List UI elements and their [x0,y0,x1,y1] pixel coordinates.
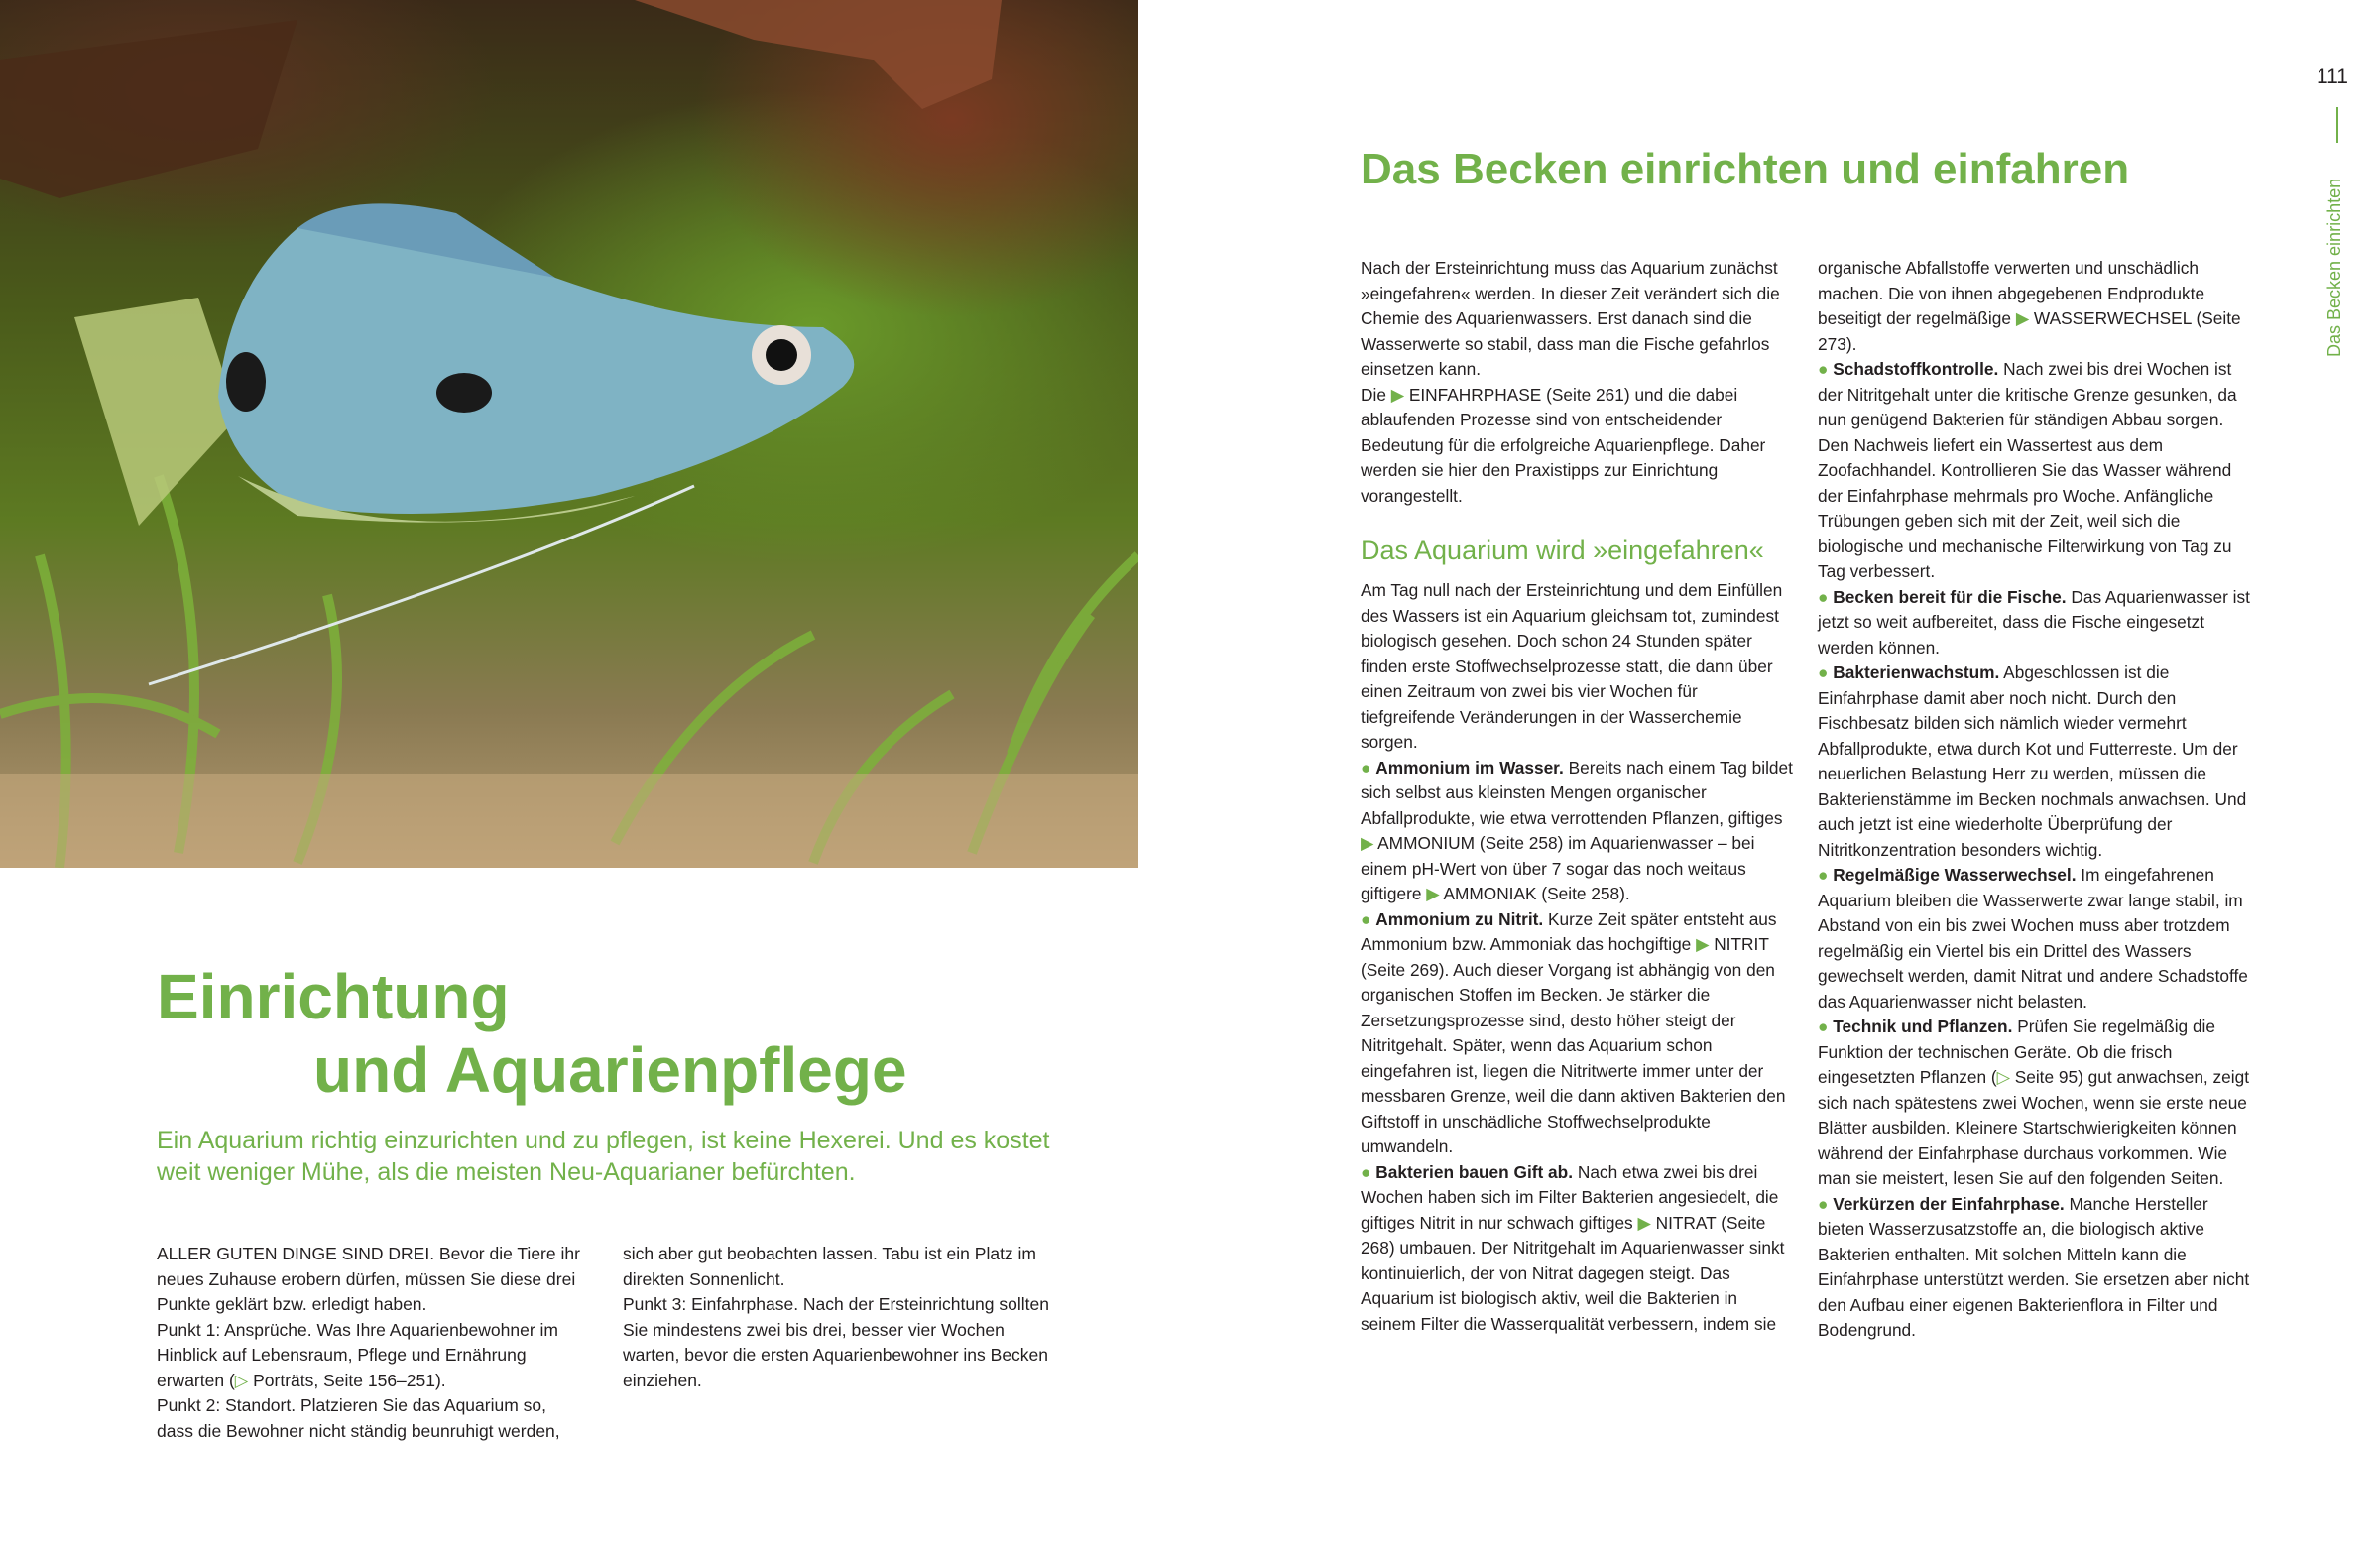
body-paragraph [1361,578,1796,756]
bullet-dot-icon: ● [1818,865,1834,885]
text-run: Punkt 3: Einfahrphase. Nach der Ersteinrichtung sollten Sie mindestens zwei bis drei, besser vier Wochen warten, bevor die ersten Aquarienbewohner ins Becken einziehen. [623,1294,1049,1390]
text-run: Nach zwei bis drei Wochen ist der Nitritgehalt unter die kritische Grenze gesunken, da nun genügend Bakterien für ständigen Abbau sorgen. Den Nachweis liefert ein Wassertest aus dem Zoofachhandel. Kontrollieren Sie das Wasser während der Einfahrphase mehrmals pro Woche. Anfängliche Trübungen geben sich mit der Zeit, weil sich die biologische und mechanische Filterwirkung von Tag zu Tag verbessert. [1818,359,2237,581]
section-title: Das Becken einrichten und einfahren [1361,145,2130,193]
chapter-subtitle: Ein Aquarium richtig einzurichten und zu pflegen, ist keine Hexerei. Und es kostet weit weniger Mühe, als die meisten Neu-Aquarianer befürchten. [157,1127,1050,1186]
text-run: Kurze Zeit später entsteht aus Ammonium bzw. Ammoniak das hochgiftige [1361,908,1777,954]
running-head-rule [2336,107,2338,143]
subheading: Das Aquarium wird »eingefahren« [1361,536,1764,565]
text-run: Manche Hersteller bieten Wasserzusatzstoffe an, die biologisch aktive Bakterien enthalten. Mit solchen Mitteln kann die Einfahrphase unterstützt werden. Sie ersetzen aber nicht den Aufbau einer eigenen Bakterienflora in Filter und Bodengrund. [1818,1193,2250,1340]
chapter-title-line2: und Aquarienpflege [313,1034,907,1106]
bullet-paragraph [1818,863,2253,1015]
bold-lead-in: Ammonium zu Nitrit. [1375,908,1544,929]
open-arrow-ref-icon: ▷ [234,1370,254,1390]
bullet-dot-icon: ● [1818,1017,1834,1036]
text-run: Nach etwa zwei bis drei Wochen haben sich im Filter Bakterien angesiedelt, die giftiges Nitrit in nur schwach giftiges [1361,1161,1779,1233]
arrow-ref-icon: ▶ [1637,1212,1656,1233]
text-run: ALLER GUTEN DINGE SIND DREI. Bevor die Tiere ihr neues Zuhause erobern dürfen, müssen Sie diese drei Punkte geklärt bzw. erledigt haben. [157,1244,580,1314]
bullet-paragraph [1361,756,1796,907]
text-run: (Seite 273). [1818,308,2241,354]
bold-lead-in: Bakterien bauen Gift ab. [1375,1161,1574,1182]
bullet-dot-icon: ● [1361,757,1376,778]
text-run: Punkt 2: Standort. Platzieren Sie das Aquarium so, dass die Bewohner nicht ständig beunruhigt werden, sich aber gut beobachten lassen. Tabu ist ein Platz im direkten Sonnenlicht. [157,1244,1037,1441]
bold-lead-in: Regelmäßige Wasserwechsel. [1833,865,2077,885]
intro-text [157,1242,1049,1444]
bullet-paragraph [1361,907,1796,1160]
arrow-ref-icon: ▶ [1361,833,1378,853]
cross-reference-link[interactable]: NITRAT [1655,1212,1717,1233]
intro-paragraph [157,1242,583,1318]
cross-reference-link[interactable]: WASSERWECHSEL [2033,308,2192,328]
bold-lead-in: Becken bereit für die Fische. [1833,586,2067,607]
body-paragraph [1361,383,1796,510]
bullet-paragraph [1818,357,2253,585]
text-run: (Seite 269). Auch dieser Vorgang ist abhängig von den organischen Stoffen im Becken. Je stärker die Zersetzungsprozesse sind, desto höher steigt der Nitritgehalt. Später, wenn das Aquarium schon eingefahren ist, liegen die Nitritwerte immer unter der messbaren Grenze, weil die dann aktiven Bakterien den Giftstoff in unschädliche Stoffwechselprodukte umwandeln. [1361,959,1786,1156]
arrow-ref-icon: ▶ [1426,884,1444,903]
text-run: (Seite 258) im Aquarienwasser – bei einem pH-Wert von über 7 sogar das noch weitaus giftigere [1361,833,1755,903]
gourami-fish-photo [0,0,1138,868]
arrow-ref-icon: ▶ [1390,384,1409,405]
arrow-ref-icon: ▶ [2015,308,2034,328]
text-run: ). [434,1370,446,1390]
cross-reference-link[interactable]: EINFAHRPHASE [1408,384,1542,405]
bullet-dot-icon: ● [1818,662,1834,682]
bullet-dot-icon: ● [1361,908,1376,929]
bold-lead-in: Ammonium im Wasser. [1375,757,1564,778]
body-paragraph [1361,256,1796,383]
text-run: (Seite 261) und die dabei ablaufenden Prozesse sind von entscheidender Bedeutung für die erfolgreiche Aquarienpflege. Daher werden sie hier den Praxistipps zur Einrichtung vorangestellt. [1361,384,1766,506]
arrow-ref-icon: ▶ [1696,934,1715,954]
page-number: 111 [2317,65,2348,88]
text-run: Im eingefahrenen Aquarium bleiben die Wasserwerte zwar lange stabil, im Abstand von ein bis zwei Wochen muss aber trotzdem regelmäßig ein Viertel bis ein Drittel des Wassers gewechselt werden, damit Nitrat und andere Schadstoffe das Aquarienwasser nicht belasten. [1818,865,2248,1012]
text-run: (Seite 268) umbauen. Der Nitritgehalt im Aquarienwasser sinkt kontinuierlich, der von Nitrat dagegen steigt. Das Aquarium ist biologisch aktiv, weil die Bakterien in seinem Filter die Wasserqualität verbessern, indem sie organische Abfallstoffe verwerten und unschädlich machen. Die von ihnen abgegebenen Endprodukte beseitigt der regelmäßige [1361,258,2205,1334]
bullet-dot-icon: ● [1818,586,1834,607]
section-body [1361,256,2253,1344]
cross-reference-link[interactable]: Porträts, Seite 156–251 [253,1370,435,1390]
cross-reference-link[interactable]: AMMONIAK [1443,884,1537,903]
bullet-paragraph [1818,585,2253,661]
text-run: ) gut anwachsen, zeigt sich nach spätestens zwei Wochen, wenn sie erste neue Blätter ausbilden. Kleinere Startschwierigkeiten können während der Einfahrphase durchaus vorkommen. Wie man sie meistert, lesen Sie auf den folgenden Seiten. [1818,1067,2250,1188]
open-arrow-ref-icon: ▷ [1996,1067,2015,1087]
bullet-dot-icon: ● [1361,1161,1376,1182]
bold-lead-in: Verkürzen der Einfahrphase. [1833,1193,2065,1214]
text-run: Die [1361,384,1391,405]
text-run: Abgeschlossen ist die Einfahrphase damit aber noch nicht. Durch den Fischbesatz bilden sich nämlich wieder vermehrt Abfallprodukte, etwa durch Kot und Futterreste. Um der neuerlichen Belastung Herr zu werden, müssen die Bakterienstämme im Becken nochmals anwachsen. Und auch jetzt ist eine wiederholte Überprüfung der Nitritkonzentration besonders wichtig. [1818,662,2247,860]
bullet-paragraph [1818,660,2253,863]
cross-reference-link[interactable]: Seite 95 [2014,1067,2079,1087]
bullet-paragraph [1818,1015,2253,1192]
bullet-dot-icon: ● [1818,1193,1834,1214]
bullet-dot-icon: ● [1818,359,1834,379]
fish-illustration [0,0,1138,868]
bold-lead-in: Technik und Pflanzen. [1833,1017,2013,1036]
bullet-paragraph [1818,1192,2253,1344]
text-run: Punkt 1: Ansprüche. Was Ihre Aquarienbewohner im Hinblick auf Lebensraum, Pflege und Ernährung erwarten ( [157,1319,558,1390]
cross-reference-link[interactable]: AMMONIUM [1377,833,1476,853]
text-run: Prüfen Sie regelmäßig die Funktion der technischen Geräte. Ob die frisch eingesetzten Pflanzen ( [1818,1017,2216,1087]
text-run: Nach der Ersteinrichtung muss das Aquarium zunächst »eingefahren« werden. In dieser Zeit verändert sich die Chemie des Aquarienwassers. Erst danach sind die Wasserwerte so stabil, dass man die Fische gefahrlos einsetzen kann. [1361,258,1780,379]
text-run: (Seite 258). [1536,884,1630,903]
intro-paragraph [623,1292,1049,1393]
text-run: Bereits nach einem Tag bildet sich selbst aus kleinsten Mengen organischer Abfallprodukte, wie etwa verrottenden Pflanzen, giftiges [1361,757,1793,828]
text-run: Am Tag null nach der Ersteinrichtung und dem Einfüllen des Wassers ist ein Aquarium gleichsam tot, zumindest biologisch gesehen. Doch schon 24 Stunden später finden erste Stoffwechselprozesse statt, die dann über einen Zeitraum von zwei bis vier Wochen für tiefgreifende Veränderungen in der Wasserchemie sorgen. [1361,580,1783,752]
running-head: Das Becken einrichten [2324,178,2344,357]
bold-lead-in: Bakterienwachstum. [1833,662,2000,682]
text-run: Das Aquarienwasser ist jetzt so weit aufbereitet, dass die Fische eingesetzt werden können. [1818,586,2250,658]
chapter-title-line1: Einrichtung [157,961,510,1032]
intro-paragraph [157,1318,583,1394]
chapter-title [157,960,907,1107]
cross-reference-link[interactable]: NITRIT [1714,934,1769,954]
bold-lead-in: Schadstoffkontrolle. [1833,359,1999,379]
